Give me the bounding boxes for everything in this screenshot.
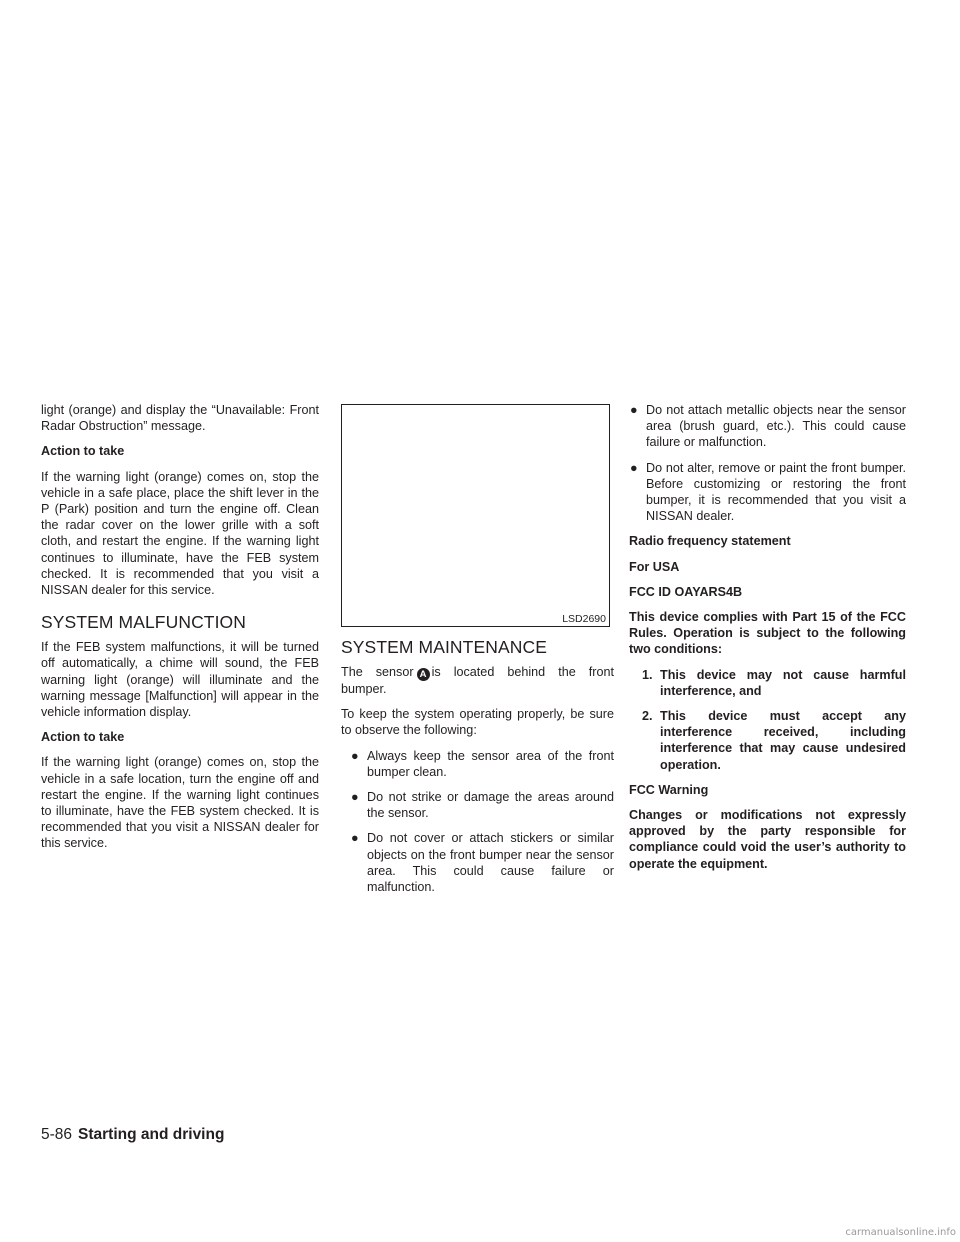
bullet-icon: ● bbox=[351, 831, 359, 846]
section-title: Starting and driving bbox=[78, 1126, 225, 1143]
list-item: ● Do not strike or damage the areas around the sensor. bbox=[351, 790, 614, 821]
for-usa-heading: For USA bbox=[629, 559, 680, 574]
maintenance-list bbox=[341, 748, 614, 896]
page-footer bbox=[41, 1126, 224, 1144]
malfunction-text: If the FEB system malfunctions, it will be turned off automatically, a chime will sound, the FEB warning light (orange) will illuminate and the warning message [Malfunction] will appear in the vehicle information display. bbox=[41, 640, 319, 720]
fcc-id: FCC ID OAYARS4B bbox=[629, 584, 743, 599]
fcc-warning-text: Changes or modifications not expressly approved by the party responsible for compliance could void the user’s authority to operate the equipment. bbox=[629, 808, 906, 871]
list-item: ● Do not cover or attach stickers or similar objects on the front bumper near the sensor area. This could cause failure or malfunction. bbox=[351, 831, 614, 895]
figure-id: LSD2690 bbox=[562, 613, 606, 625]
list-item: ● Do not attach metallic objects near the sensor area (brush guard, etc.). This could cause failure or malfunction. bbox=[630, 403, 906, 450]
observe-text: To keep the system operating properly, be sure to observe the following: bbox=[341, 707, 614, 738]
action-text: If the warning light (orange) comes on, stop the vehicle in a safe place, place the shift lever in the P (Park) position and turn the engine off. Clean the radar cover on the lower grille with a soft cloth, and restart the engine. If the warning light continues to illuminate, have the FEB system checked. It is recommended that you visit a NISSAN dealer for this service. bbox=[41, 469, 319, 598]
column-left bbox=[41, 402, 319, 861]
fcc-warning-heading: FCC Warning bbox=[629, 782, 709, 797]
system-malfunction-heading: SYSTEM MALFUNCTION bbox=[41, 612, 247, 633]
watermark: carmanualsonline.info bbox=[845, 1227, 956, 1238]
compliance-text: This device complies with Part 15 of the FCC Rules. Operation is subject to the following two conditions: bbox=[629, 610, 906, 657]
action-heading-2: Action to take bbox=[41, 730, 125, 745]
list-item: ● Do not alter, remove or paint the front bumper. Before customizing or restoring the front bumper, it is recommended that you visit a NISSAN dealer. bbox=[630, 460, 906, 524]
radio-frequency-heading: Radio frequency statement bbox=[629, 534, 791, 549]
sensor-text-suffix: is located behind the front bumper. bbox=[341, 665, 615, 696]
bullet-icon: ● bbox=[351, 748, 359, 763]
page-number: 5-86 bbox=[41, 1126, 73, 1143]
maintenance-list-continued bbox=[629, 402, 906, 524]
system-maintenance-heading: SYSTEM MAINTENANCE bbox=[341, 637, 547, 657]
bullet-icon: ● bbox=[630, 460, 638, 475]
action-heading: Action to take bbox=[41, 444, 125, 459]
list-item: 2. This device must accept any interference received, including interference that may cause undesired operation. bbox=[642, 709, 906, 772]
sensor-text-prefix: The sensor bbox=[341, 665, 414, 679]
bullet-icon: ● bbox=[630, 403, 638, 417]
list-item: ● Always keep the sensor area of the front bumper clean. bbox=[351, 748, 614, 779]
sensor-figure bbox=[341, 404, 610, 627]
sensor-text bbox=[341, 664, 614, 697]
column-right bbox=[629, 402, 906, 881]
bullet-icon: ● bbox=[351, 790, 359, 805]
list-item: 1. This device may not cause harmful interference, and bbox=[642, 667, 906, 698]
action-text-2: If the warning light (orange) comes on, stop the vehicle in a safe location, turn the engine off and restart the engine. If the warning light continues to illuminate, have the FEB system checked. It is recommended that you visit a NISSAN dealer for this service. bbox=[41, 755, 319, 851]
fcc-conditions-list bbox=[629, 667, 906, 773]
callout-a-icon: A bbox=[417, 668, 430, 681]
intro-text: light (orange) and display the “Unavailable: Front Radar Obstruction” message. bbox=[41, 403, 319, 434]
column-middle bbox=[341, 404, 614, 904]
